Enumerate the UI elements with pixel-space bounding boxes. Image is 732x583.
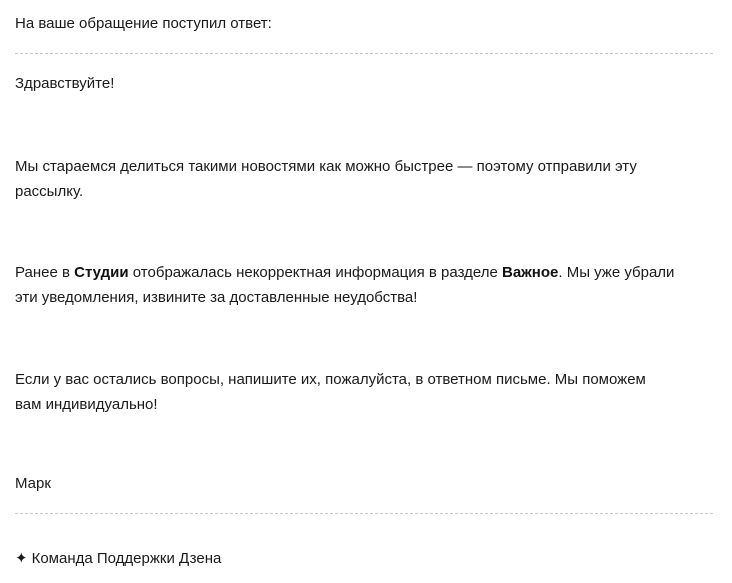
- paragraph-3-line-2: вам индивидуально!: [15, 396, 158, 413]
- paragraph-2-middle: отображалась некорректная информация в разделе: [128, 264, 502, 281]
- paragraph-1-line-1: Мы стараемся делиться такими новостями как можно быстрее — поэтому отправили эту: [15, 158, 637, 175]
- paragraph-1-line-2: рассылку.: [15, 183, 84, 200]
- paragraph-2-line-2: эти уведомления, извините за доставленные неудобства!: [15, 289, 418, 306]
- sparkle-icon: ✦: [15, 550, 28, 567]
- team-name: Команда Поддержки Дзена: [31, 550, 222, 567]
- signature-text: Марк: [15, 475, 51, 492]
- intro-text: На ваше обращение поступил ответ:: [15, 15, 272, 32]
- top-divider: [15, 53, 713, 54]
- greeting-text: Здравствуйте!: [15, 75, 115, 92]
- paragraph-2-suffix: . Мы уже убрали: [558, 264, 675, 281]
- paragraph-2-line-1: [15, 263, 674, 283]
- studio-bold: Студии: [74, 264, 129, 281]
- footer-team: [15, 549, 221, 569]
- bottom-divider: [15, 513, 713, 514]
- important-bold: Важное: [501, 264, 559, 281]
- paragraph-3-line-1: Если у вас остались вопросы, напишите их, пожалуйста, в ответном письме. Мы поможем: [15, 371, 646, 388]
- paragraph-2-prefix: Ранее в: [15, 264, 75, 281]
